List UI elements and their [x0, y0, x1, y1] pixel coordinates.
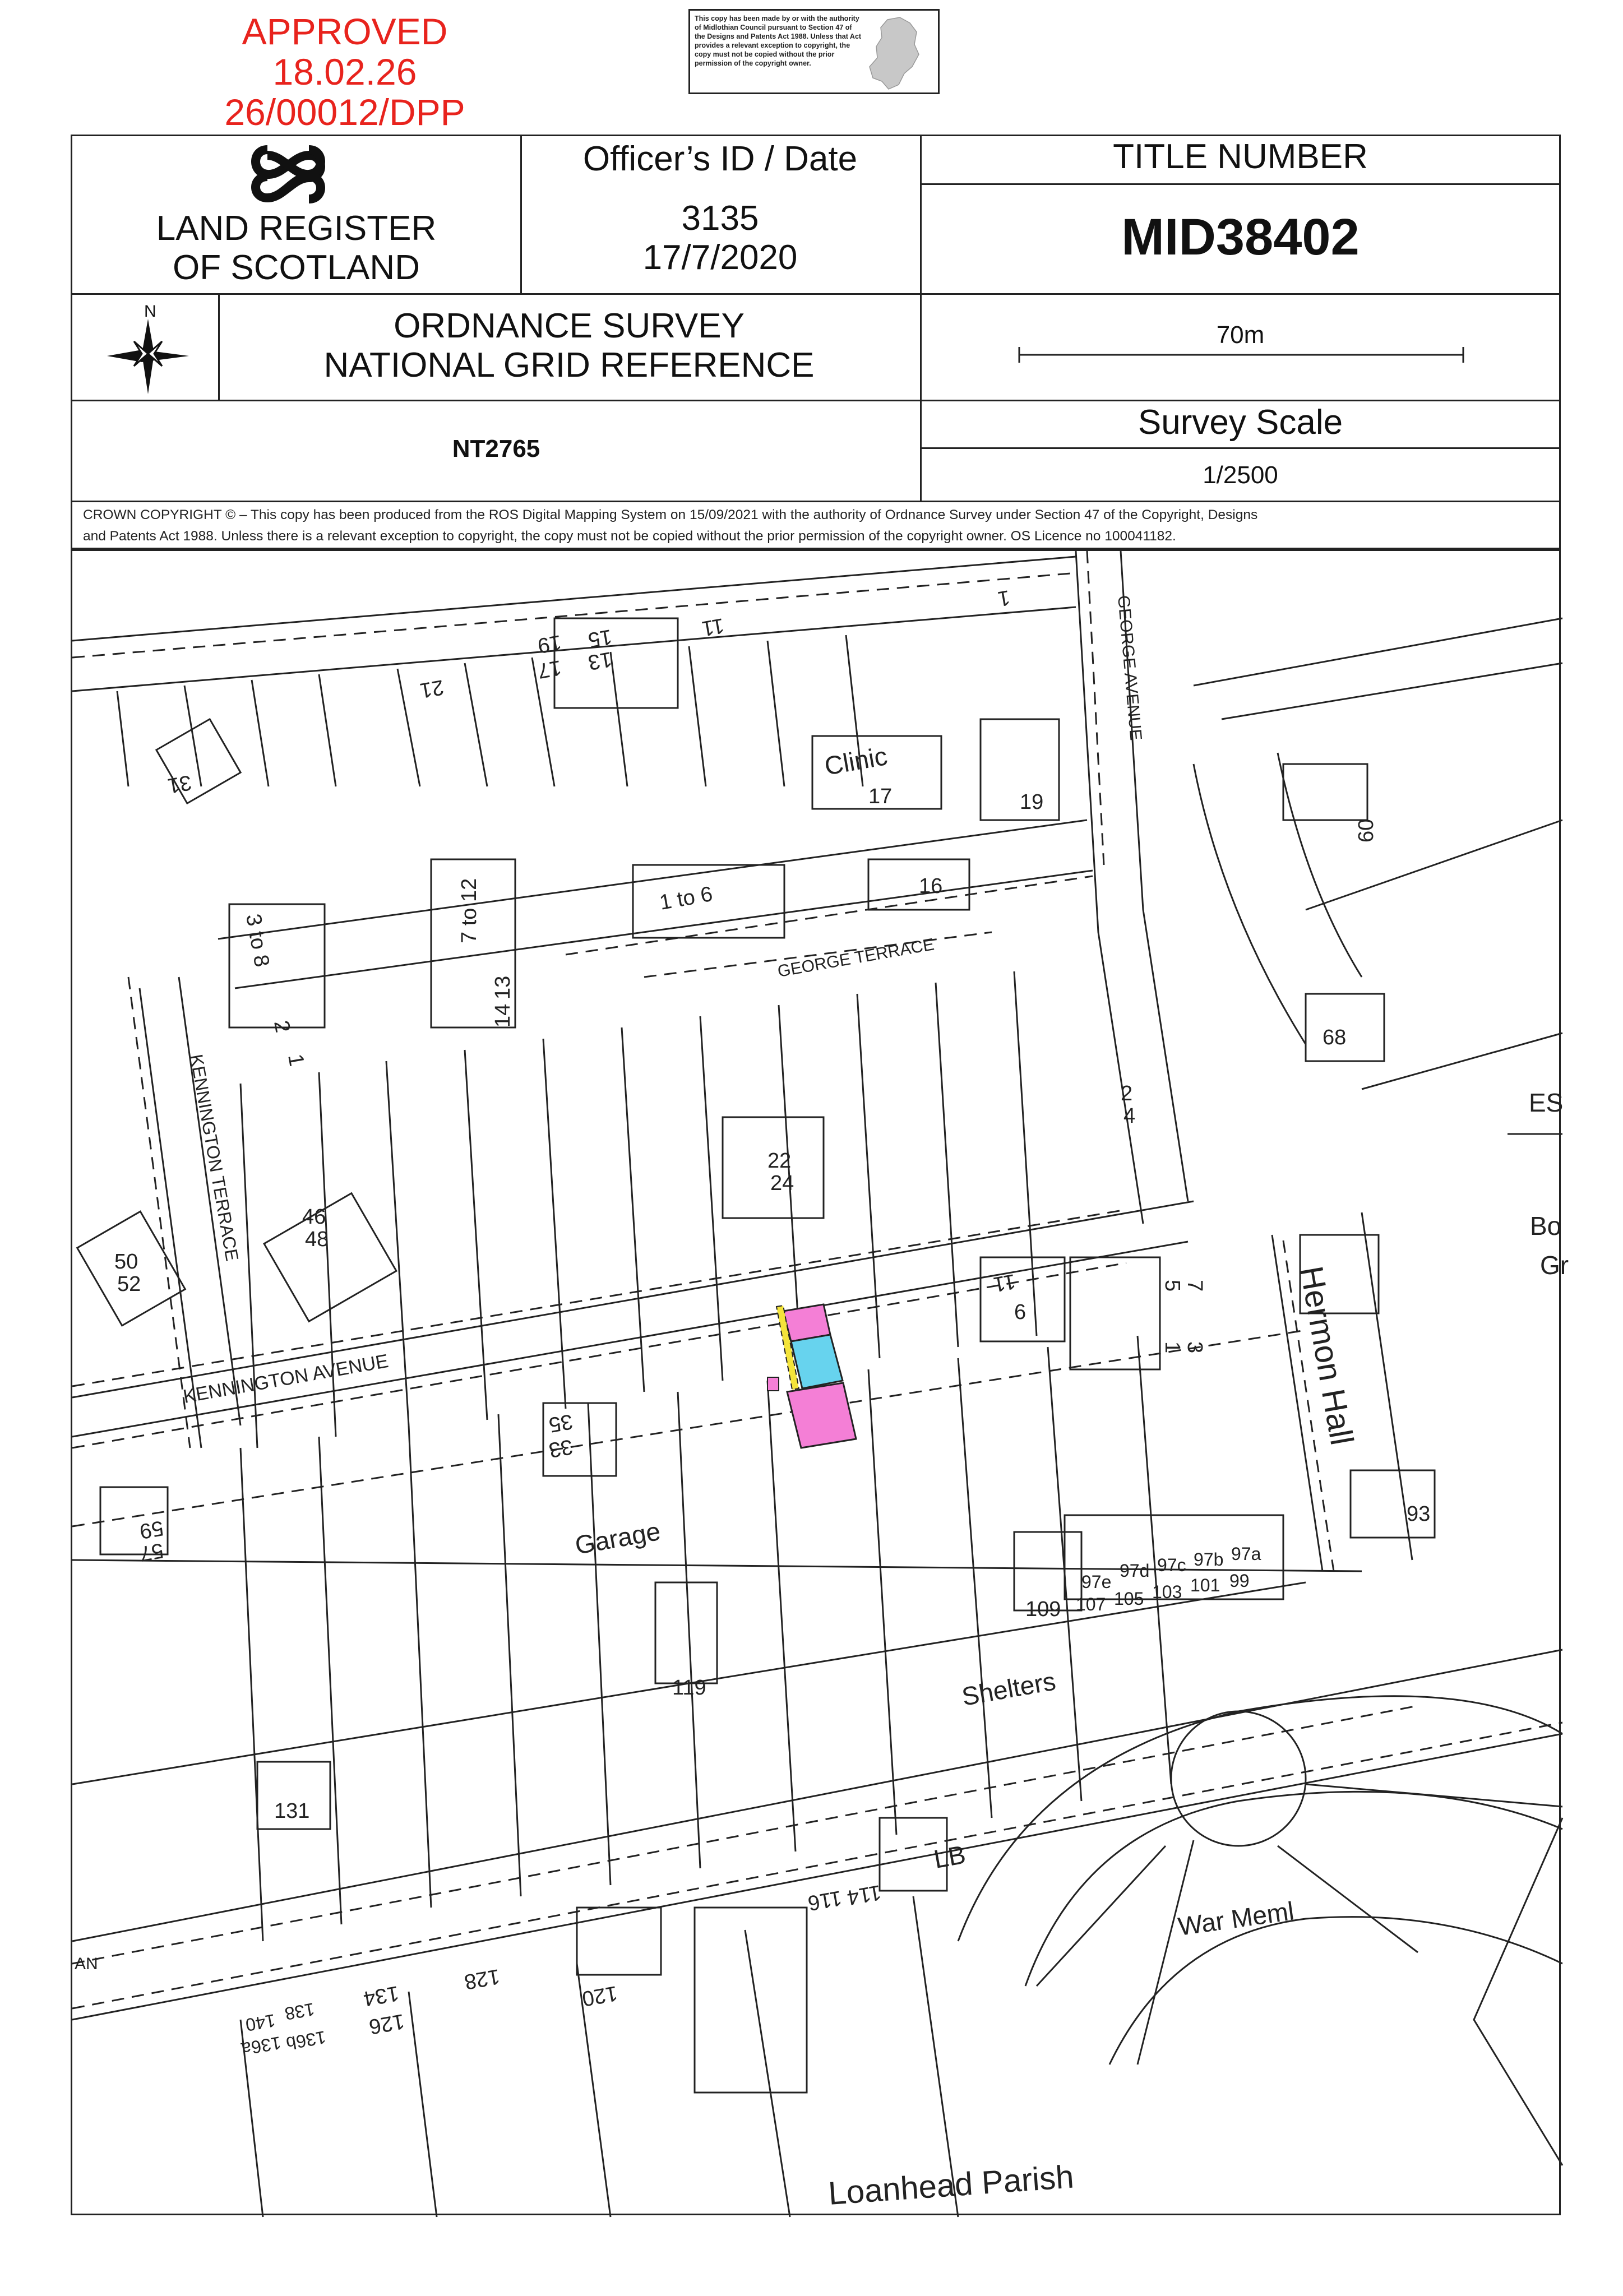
label-no-31: 31 — [165, 770, 193, 798]
label-no-93: 93 — [1407, 1502, 1431, 1526]
label-george-terrace: GEORGE TERRACE — [776, 935, 936, 981]
label-no-114: 114 — [845, 1880, 883, 1910]
scale-bar-label: 70m — [1216, 321, 1265, 349]
label-no-97b: 97b — [1194, 1549, 1224, 1570]
label-no-131: 131 — [274, 1799, 310, 1823]
label-no-120: 120 — [580, 1981, 619, 2011]
label-no-57: 57 — [137, 1538, 165, 1566]
officer-heading: Officer’s ID / Date — [582, 140, 858, 178]
notice-text: This copy has been made by or with the authority of Midlothian Council pursuant to Section 47 of the Designs and Patents Act 1988. Unless that Act provides a relevant exception to copyright, the copy must not be copied without the prior permission of the copyright owner. — [695, 15, 862, 67]
label-no-22: 22 — [767, 1149, 792, 1173]
label-no-19-top: 19 — [535, 630, 563, 658]
label-no-60: 60 — [1354, 818, 1378, 843]
label-no-4-right: 4 — [1123, 1104, 1136, 1128]
label-kennington-terrace: KENNINGTON TERRACE — [186, 1052, 243, 1263]
label-george-avenue: GEORGE AVENUE — [1114, 594, 1145, 742]
crown-copyright-line1: CROWN COPYRIGHT © – This copy has been produced from the ROS Digital Mapping System on 15/09/2021 with the authority of Ordnance Survey under Section 47 of the Copyright, Designs — [83, 507, 1258, 522]
crown-copyright-line2: and Patents Act 1988. Unless there is a relevant exception to copyright, the copy must not be copied without the prior permission of the copyright owner. OS Licence no 100041182. — [83, 529, 1176, 544]
scale-bar — [1017, 344, 1465, 366]
title-plan-map — [71, 549, 1569, 2215]
label-no-13: 13 — [586, 647, 614, 674]
label-no-19: 19 — [1020, 790, 1044, 814]
label-clinic: Clinic — [822, 741, 890, 781]
label-shelters: Shelters — [959, 1666, 1058, 1711]
approval-reference: 26/00012/DPP — [224, 91, 465, 133]
label-no-136a: 136a — [239, 2033, 283, 2059]
land-register-logo-icon — [246, 140, 330, 212]
label-no-59: 59 — [137, 1516, 165, 1543]
label-hermon-hall: Hermon Hall — [1293, 1263, 1361, 1448]
label-no-1-mid: 1 — [1160, 1341, 1184, 1354]
label-loanhead-parish: Loanhead Parish — [827, 2158, 1075, 2212]
label-an: AN — [75, 1955, 98, 1973]
label-3-to-8: 3 to 8 — [241, 912, 274, 969]
midlothian-outline-icon — [865, 15, 921, 91]
label-no-35: 35 — [547, 1409, 575, 1437]
label-garage: Garage — [572, 1516, 663, 1560]
label-kennington-avenue: KENNINGTON AVENUE — [181, 1350, 390, 1408]
label-no-17-top: 17 — [535, 655, 563, 683]
label-no-116: 116 — [806, 1886, 844, 1915]
council-copyright-notice — [688, 9, 940, 94]
label-no-97a: 97a — [1231, 1544, 1261, 1564]
north-label: N — [144, 302, 156, 321]
grid-reference: NT2765 — [452, 435, 540, 462]
os-heading-line1: ORDNANCE SURVEY — [394, 307, 745, 345]
label-no-126: 126 — [367, 2009, 406, 2039]
title-number: MID38402 — [1121, 209, 1360, 266]
label-no-16: 16 — [919, 874, 943, 898]
label-no-107: 107 — [1076, 1594, 1106, 1614]
label-no-99: 99 — [1229, 1571, 1250, 1591]
label-no-68: 68 — [1323, 1026, 1347, 1049]
label-clinic-17: 17 — [868, 785, 893, 808]
label-no-140: 140 — [244, 2010, 278, 2035]
os-heading-line2: NATIONAL GRID REFERENCE — [323, 346, 815, 385]
map-labels — [72, 551, 1569, 2217]
officer-id: 3135 — [681, 199, 759, 238]
label-no-52: 52 — [117, 1272, 141, 1296]
label-lb: LB — [931, 1839, 968, 1874]
label-no-33: 33 — [547, 1434, 575, 1462]
label-7-to-12: 7 to 12 — [457, 878, 481, 943]
survey-scale-value: 1/2500 — [1203, 461, 1278, 489]
label-no-1-top: 1 — [996, 585, 1012, 611]
label-no-3-mid: 3 — [1183, 1341, 1206, 1354]
label-no-97c: 97c — [1157, 1555, 1186, 1575]
label-no-50: 50 — [114, 1250, 138, 1274]
approval-status: APPROVED — [242, 11, 448, 52]
label-no-134: 134 — [361, 1981, 401, 2011]
north-arrow-icon — [100, 299, 196, 397]
label-no-5: 5 — [1160, 1280, 1184, 1292]
label-no-109: 109 — [1025, 1598, 1061, 1621]
label-no-14: 14 — [491, 1003, 515, 1027]
label-no-24: 24 — [770, 1172, 794, 1195]
officer-date: 17/7/2020 — [642, 238, 798, 277]
label-no-128: 128 — [462, 1964, 502, 1994]
title-number-heading: TITLE NUMBER — [1113, 137, 1368, 176]
label-no-136b: 136b — [284, 2027, 328, 2054]
label-no-11-mid: 11 — [991, 1269, 1018, 1297]
label-no-2-left: 2 — [269, 1019, 295, 1035]
approval-date: 18.02.26 — [272, 51, 417, 92]
label-no-7: 7 — [1183, 1280, 1206, 1292]
label-gr: Gr — [1540, 1251, 1569, 1280]
label-no-119: 119 — [672, 1676, 706, 1700]
label-no-1-left: 1 — [283, 1052, 309, 1068]
label-no-97e: 97e — [1081, 1572, 1112, 1592]
label-no-13b: 13 — [491, 975, 515, 999]
label-no-46: 46 — [302, 1205, 326, 1229]
label-no-97d: 97d — [1120, 1561, 1150, 1581]
approval-stamp — [185, 11, 505, 132]
label-no-6-mid: 6 — [1014, 1300, 1026, 1324]
registry-name-line2: OF SCOTLAND — [173, 248, 420, 287]
label-no-21: 21 — [418, 675, 446, 702]
label-no-15: 15 — [586, 624, 614, 652]
label-no-2-right: 2 — [1121, 1082, 1133, 1105]
label-es: ES — [1529, 1088, 1564, 1117]
survey-scale-heading: Survey Scale — [1138, 403, 1343, 442]
label-war-memorial: War Meml — [1176, 1896, 1296, 1941]
label-no-103: 103 — [1152, 1582, 1182, 1602]
label-no-11-top: 11 — [700, 613, 726, 641]
label-no-105: 105 — [1114, 1589, 1144, 1609]
label-bo: Bo — [1530, 1211, 1562, 1240]
crown-copyright — [83, 504, 1541, 547]
registry-name-line1: LAND REGISTER — [156, 209, 437, 248]
title-plan-header — [71, 135, 1561, 549]
label-no-101: 101 — [1190, 1575, 1220, 1595]
label-no-138: 138 — [283, 1999, 317, 2024]
label-no-48: 48 — [305, 1228, 329, 1251]
label-1-to-6: 1 to 6 — [658, 882, 715, 915]
